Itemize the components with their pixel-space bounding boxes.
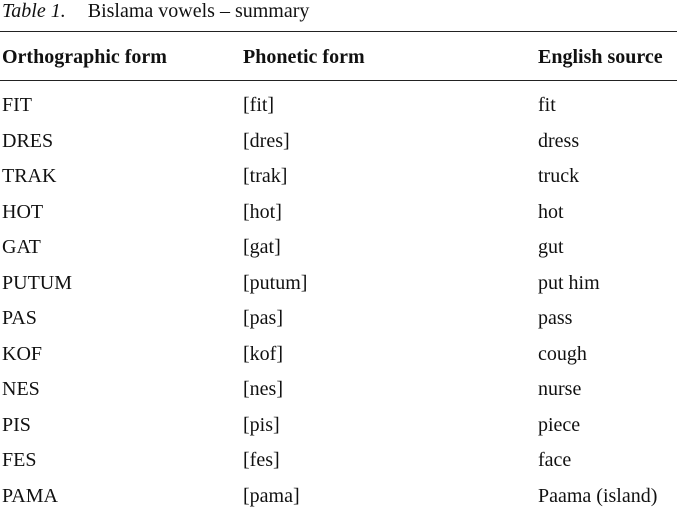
table-row (0, 483, 677, 518)
table-row (0, 376, 677, 412)
orthographic-cell: GAT (2, 234, 41, 260)
orthographic-cell: FES (2, 447, 36, 473)
phonetic-cell: [fit] (243, 92, 274, 118)
phonetic-cell: [pas] (243, 305, 283, 331)
english-source-cell: Paama (island) (538, 483, 657, 509)
orthographic-cell: PAS (2, 305, 37, 331)
english-source-cell: put him (538, 270, 600, 296)
english-source-cell: pass (538, 305, 572, 331)
table-body (0, 92, 677, 518)
phonetic-cell: [gat] (243, 234, 281, 260)
orthographic-cell: TRAK (2, 163, 56, 189)
phonetic-cell: [putum] (243, 270, 307, 296)
orthographic-cell: KOF (2, 341, 42, 367)
table-row (0, 128, 677, 164)
english-source-cell: fit (538, 92, 556, 118)
table-top-rule (0, 31, 677, 32)
table-row (0, 341, 677, 377)
table-row (0, 270, 677, 306)
table-row (0, 412, 677, 448)
table-row (0, 234, 677, 270)
phonetic-cell: [fes] (243, 447, 280, 473)
table-row (0, 199, 677, 235)
header-orthographic-form: Orthographic form (2, 44, 167, 70)
table-row (0, 92, 677, 128)
phonetic-cell: [nes] (243, 376, 283, 402)
phonetic-cell: [trak] (243, 163, 287, 189)
orthographic-cell: HOT (2, 199, 43, 225)
orthographic-cell: PUTUM (2, 270, 72, 296)
header-english-source: English source (538, 44, 663, 70)
phonetic-cell: [dres] (243, 128, 290, 154)
phonetic-cell: [kof] (243, 341, 283, 367)
orthographic-cell: PIS (2, 412, 31, 438)
english-source-cell: dress (538, 128, 579, 154)
table-caption-title: Bislama vowels – summary (88, 0, 310, 22)
english-source-cell: piece (538, 412, 580, 438)
table-header-row (0, 44, 677, 70)
english-source-cell: truck (538, 163, 579, 189)
orthographic-cell: NES (2, 376, 40, 402)
english-source-cell: cough (538, 341, 587, 367)
table-row (0, 163, 677, 199)
header-phonetic-form: Phonetic form (243, 44, 365, 70)
table-caption (2, 0, 309, 23)
phonetic-cell: [pis] (243, 412, 280, 438)
orthographic-cell: DRES (2, 128, 53, 154)
orthographic-cell: FIT (2, 92, 32, 118)
english-source-cell: face (538, 447, 571, 473)
table-header-rule (0, 80, 677, 81)
english-source-cell: gut (538, 234, 564, 260)
english-source-cell: hot (538, 199, 564, 225)
english-source-cell: nurse (538, 376, 581, 402)
table-caption-label: Table 1. (2, 0, 66, 22)
table-row (0, 305, 677, 341)
phonetic-cell: [hot] (243, 199, 282, 225)
phonetic-cell: [pama] (243, 483, 300, 509)
table-row (0, 447, 677, 483)
orthographic-cell: PAMA (2, 483, 58, 509)
